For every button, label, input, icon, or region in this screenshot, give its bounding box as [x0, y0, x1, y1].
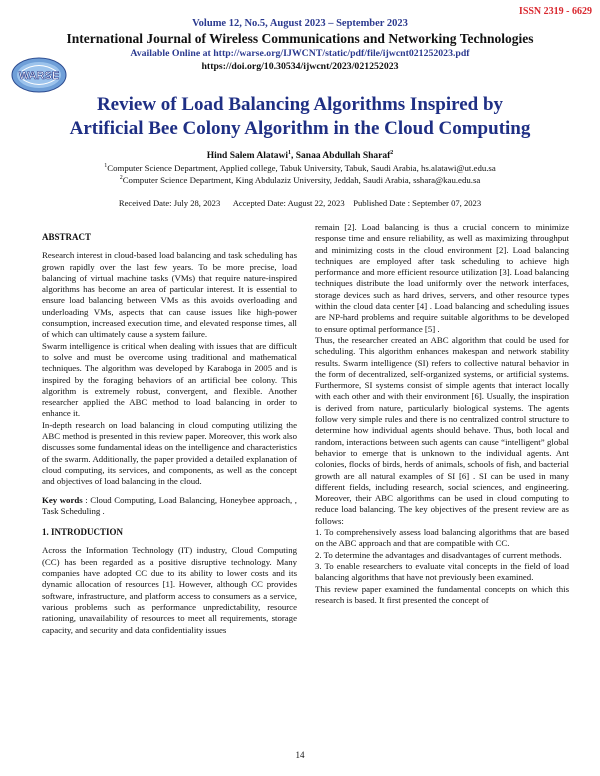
warse-logo: [10, 56, 68, 94]
author-1: Hind Salem Alatawi: [206, 151, 289, 162]
paper-title: [20, 93, 580, 141]
warse-logo-text: WARSE: [18, 70, 60, 82]
author-2-sup: 2: [390, 150, 394, 156]
left-column: [42, 232, 297, 636]
affiliation-2-sup: 2: [119, 175, 123, 182]
objective-3: 3. To enable researchers to evaluate vital concepts in the field of load balancing algorithms that have not previously been examined.: [315, 560, 569, 583]
right-column: [315, 222, 569, 606]
right-paragraph-2: Thus, the researcher created an ABC algorithm that could be used for scheduling. This algorithm enhances makespan and network stability results. Swarm intelligence (SI) refers to collective natural behavior in the form of decentralized, self-organized systems, or artificial systems. Furthermore, SI systems consist of simple agents that interact locally with each other and with their environment [6]. Usually, the inspiration is derived from nature, particularly biological systems. The agents follow very simple rules and there is no centralized control structure to determine how individual agents should behave. Thus, both local and random, interactions between such agents can cause “intelligent” global behavior to emerge that is unknown to the individual agents. Ant colonies, flocks of birds, herds of animals, schools of fish, and bacterial growth are all natural examples of SI [6] . SI can be used in many different fields, including research, social sciences, and engineering. Moreover, their ABC algorithms can be used in cloud computing to reduce load balancing. The key objectives of the present review are as follows:: [315, 334, 569, 526]
author-1-sup: 1: [288, 150, 292, 156]
abstract-paragraph-1: Research interest in cloud-based load balancing and task scheduling has grown rapidly over the last few years. To be more precise, load balancing of virtual machine tasks (VMs) that require nature-inspired algorithms has become an area of particular interest. It is essential to ensure load balancing between VMs as this avoids overloading and underloading VMs, aspects that can cause issues like high-power consumption, increased execution time, and elevated response times, all of which can ultimately cause a system failure.: [42, 250, 297, 340]
page-number: 14: [295, 750, 305, 760]
affiliation-1: [0, 163, 600, 173]
author-separator: ,: [291, 151, 296, 162]
availability-link[interactable]: Available Online at http://warse.org/IJWCNT/static/pdf/file/ijwcnt021252023.pdf: [130, 48, 470, 59]
keywords-label: Key words: [42, 494, 83, 505]
affiliation-1-sup: 1: [104, 163, 108, 170]
journal-title: International Journal of Wireless Communications and Networking Technologies: [66, 31, 534, 46]
right-paragraph-3: This review paper examined the fundamental concepts on which this research is based. It first presented the concept of: [315, 583, 569, 605]
title-line-1: Review of Load Balancing Algorithms Inspired by: [96, 94, 504, 115]
abstract-heading: ABSTRACT: [42, 232, 92, 242]
objective-1: 1. To comprehensively assess load balancing algorithms that are based on the ABC approach and that are compatible with CC.: [315, 527, 569, 549]
keywords-text: : Cloud Computing, Load Balancing, Honeybee approach, , Task Scheduling .: [42, 494, 297, 516]
objective-2: 2. To determine the advantages and disadvantages of current methods.: [315, 549, 562, 560]
introduction-heading: 1. INTRODUCTION: [42, 527, 124, 538]
abstract-paragraph-3: In-depth research on load balancing in cloud computing utilizing the ABC method is presented in this review paper. Moreover, this work also discusses some fundamental ideas on the intelligence and characteristics of the swarm. Additionally, the paper provided a detailed explanation of cloud computing, its services, and components, as well as the concept and objectives of load balancing in the cloud.: [42, 419, 297, 487]
volume-line: Volume 12, No.5, August 2023 – September 2023: [192, 18, 408, 29]
right-paragraph-1: remain [2]. Load balancing is thus a crucial concern to minimize response time and ensure reliability, as well as maximizing throughput and minimizing costs in the cloud environment [2]. Load balancing techniques are employed after task scheduling to achieve high performance and more efficient resource utilization [3]. Load balancing techniques distribute the load uniformly over the network interfaces, storage devices such as hard drives, servers, and other resource types within the cloud data center [4] . Load balancing and scheduling issues are NP-hard problems and require suitable algorithms to be developed to ensure optimal performance [5] .: [315, 222, 569, 334]
doi-link[interactable]: https://doi.org/10.30534/ijwcnt/2023/021252023: [201, 61, 399, 72]
authors: [0, 150, 600, 161]
publication-dates: Received Date: July 28, 2023 Accepted Date: August 22, 2023 Published Date : September 07, 2023: [118, 198, 482, 208]
affiliation-2-text: Computer Science Department, King Abdulaziz University, Jeddah, Saudi Arabia, sshara@kau.edu.sa: [122, 175, 481, 185]
affiliation-2: [0, 175, 600, 185]
author-2: Sanaa Abdullah Sharaf: [295, 151, 391, 162]
keywords: [42, 495, 297, 518]
affiliation-1-text: Computer Science Department, Applied college, Tabuk University, Tabuk, Saudi Arabia, hs.alatawi@ut.edu.sa: [107, 163, 496, 173]
issn-label: ISSN 2319 - 6629: [518, 6, 592, 17]
abstract-paragraph-2: Swarm intelligence is critical when dealing with issues that are difficult to solve and must be overcome using traditional and mathematical techniques. The algorithm was developed by Karaboga in 2005 and is inspired by the foraging behaviors of an artificial bee colony. This algorithm is extremely robust, convergent, and flexible. Another researcher applied the ABC method to load balancing in order to enhance it.: [42, 340, 297, 419]
title-line-2: Artificial Bee Colony Algorithm in the Cloud Computing: [69, 118, 531, 139]
introduction-paragraph-1: Across the Information Technology (IT) industry, Cloud Computing (CC) has been regarded as a positive disruptive technology. Many companies have adopted CC due to its ability to lower costs and its dynamic allocation of resources [1]. However, although CC provides software, infrastructure, and platform access to consumers as a service, various problems such as performance unpredictability, resource rationing, unavailability of resources to meet all requirements, storage capacity, and security and data confidentiality issues: [42, 545, 297, 635]
